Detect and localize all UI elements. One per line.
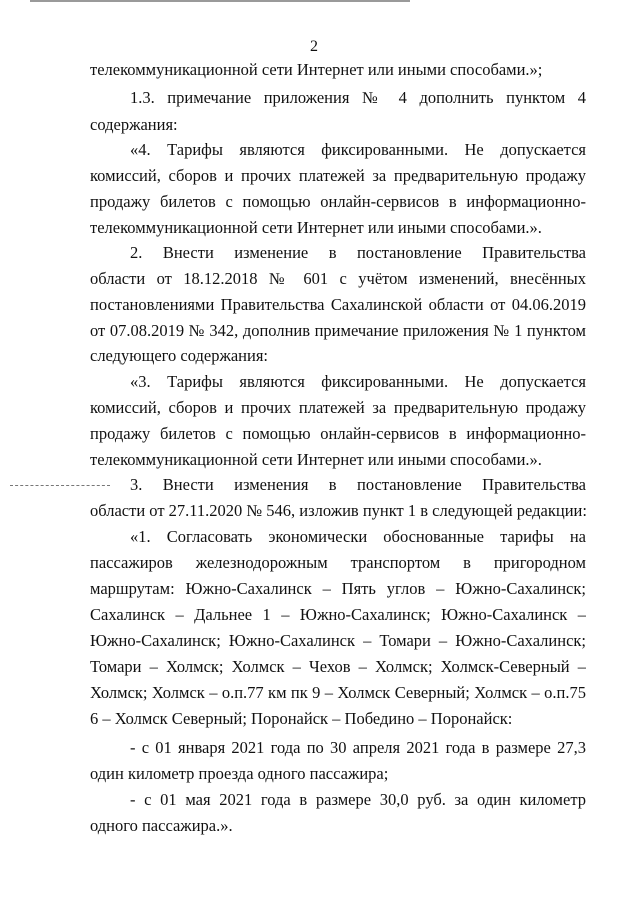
- text-line: области от 18.12.2018 № 601 с учётом изменений, внесённых: [90, 269, 586, 288]
- text-line: телекоммуникационной сети Интернет или иными способами.»;: [90, 60, 543, 79]
- text-line: продажу билетов с помощью онлайн-сервисов в информационно-: [90, 192, 586, 211]
- text-line: «3. Тарифы являются фиксированными. Не допускается: [130, 372, 586, 391]
- text-line: 2. Внести изменение в постановление Правительства: [130, 243, 586, 262]
- page-number: 2: [310, 38, 318, 55]
- text-line: области от 27.11.2020 № 546, изложив пункт 1 в следующей редакции:: [90, 501, 587, 520]
- text-line: содержания:: [90, 115, 178, 134]
- text-line: - с 01 мая 2021 года в размере 30,0 руб. за один километр: [130, 790, 586, 809]
- text-line: Сахалинск – Дальнее 1 – Южно-Сахалинск; Южно-Сахалинск –: [90, 605, 586, 624]
- text-line: «4. Тарифы являются фиксированными. Не допускается: [130, 140, 586, 159]
- text-line: Южно-Сахалинск; Южно-Сахалинск – Томари – Южно-Сахалинск;: [90, 631, 586, 650]
- text-line: 1.3. примечание приложения № 4 дополнить пунктом 4: [130, 88, 586, 107]
- text-line: телекоммуникационной сети Интернет или иными способами.».: [90, 450, 542, 469]
- text-line: 6 – Холмск Северный; Поронайск – Победино – Поронайск:: [90, 709, 513, 728]
- text-line: от 07.08.2019 № 342, дополнив примечание приложения № 1 пунктом: [90, 321, 586, 340]
- text-line: комиссий, сборов и прочих платежей за предварительную продажу: [90, 166, 586, 185]
- text-line: пассажиров железнодорожным транспортом в пригородном: [90, 553, 586, 572]
- scan-margin-mark: [10, 485, 110, 486]
- text-line: - с 01 января 2021 года по 30 апреля 2021 года в размере 27,3: [130, 738, 586, 757]
- text-line: комиссий, сборов и прочих платежей за предварительную продажу: [90, 398, 586, 417]
- text-line: Холмск; Холмск – о.п.77 км пк 9 – Холмск Северный; Холмск – о.п.75: [90, 683, 586, 702]
- text-line: один километр проезда одного пассажира;: [90, 764, 389, 783]
- top-edge-line: [30, 0, 410, 2]
- text-line: одного пассажира.».: [90, 816, 233, 835]
- text-line: продажу билетов с помощью онлайн-сервисов в информационно-: [90, 424, 586, 443]
- text-line: «1. Согласовать экономически обоснованные тарифы на: [130, 527, 586, 546]
- text-line: маршрутам: Южно-Сахалинск – Пять углов – Южно-Сахалинск;: [90, 579, 586, 598]
- text-line: постановлениями Правительства Сахалинской области от 04.06.2019: [90, 295, 586, 314]
- text-line: следующего содержания:: [90, 346, 269, 365]
- text-line: телекоммуникационной сети Интернет или иными способами.».: [90, 218, 542, 237]
- text-line: Томари – Холмск; Холмск – Чехов – Холмск; Холмск-Северный –: [90, 657, 586, 676]
- text-line: 3. Внести изменения в постановление Правительства: [130, 475, 586, 494]
